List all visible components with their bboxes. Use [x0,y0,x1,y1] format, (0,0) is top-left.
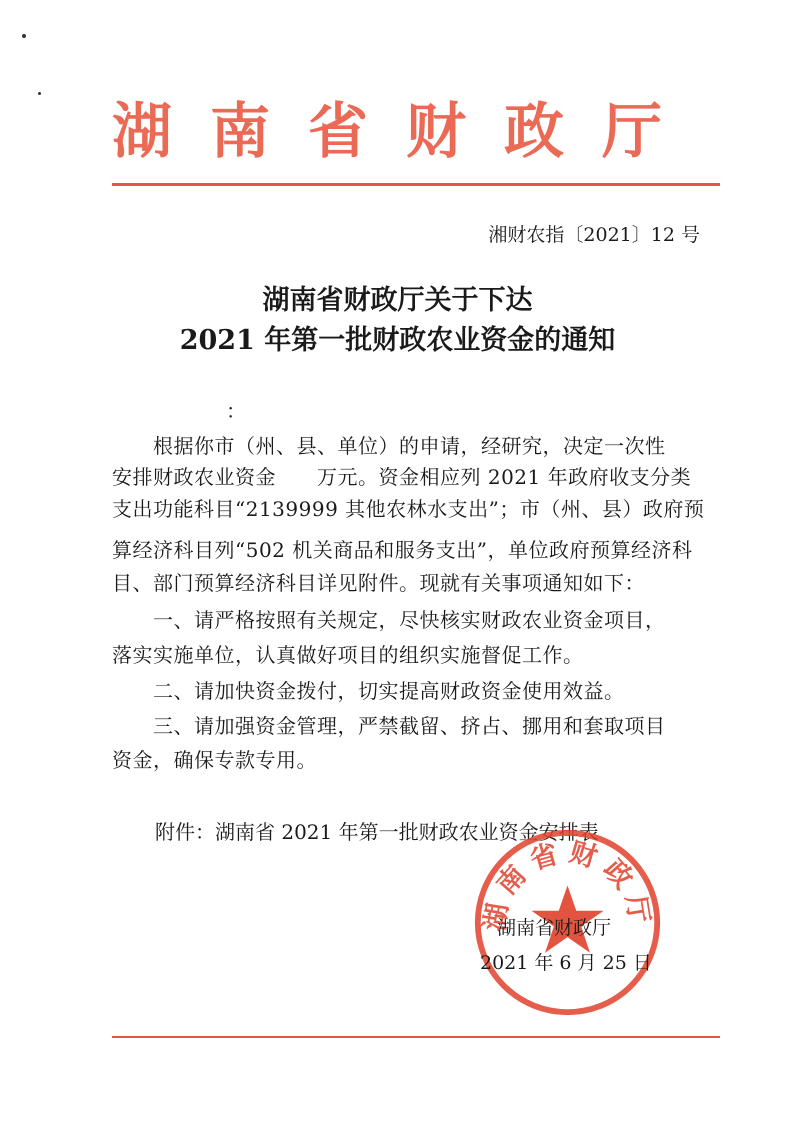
signer-name: 湖南省财政厅 [497,917,612,939]
scan-speck [38,92,41,95]
footer-divider [112,1036,720,1038]
seal-text: 湖南省财政厅 [478,835,657,934]
body-line: 安排财政农业资金 万元。资金相应列 2021 年政府收支分类 [112,465,692,489]
document-number: 湘财农指〔2021〕12 号 [488,224,700,246]
body-line: 落实实施单位，认真做好项目的组织实施督促工作。 [112,643,584,667]
body-line: 目、部门预算经济科目详见附件。现就有关事项通知如下： [112,571,645,595]
attachment-note: 附件：湖南省 2021 年第一批财政农业资金安排表 [155,820,599,844]
body-line: 资金，确保专款专用。 [112,748,317,772]
document-title-line-1: 湖南省财政厅关于下达 [262,285,533,316]
body-line: 三、请加强资金管理，严禁截留、挤占、挪用和套取项目 [112,714,666,738]
salutation: ： [226,399,246,423]
body-line: 算经济科目列“502 机关商品和服务支出”，单位政府预算经济科 [112,538,693,562]
body-line: 支出功能科目“2139999 其他农林水支出”；市（州、县）政府预 [112,497,705,521]
header-divider [112,183,720,186]
document-title-line-2: 2021 年第一批财政农业资金的通知 [179,325,616,356]
scan-speck [22,34,26,38]
body-line: 根据你市（州、县、单位）的申请，经研究，决定一次性 [112,434,666,458]
agency-header: 湖南省财政厅 [112,97,700,167]
issue-date: 2021 年 6 月 25 日 [480,952,652,974]
body-line: 二、请加快资金拨付，切实提高财政资金使用效益。 [112,679,625,703]
body-line: 一、请严格按照有关规定，尽快核实财政农业资金项目， [112,608,666,632]
